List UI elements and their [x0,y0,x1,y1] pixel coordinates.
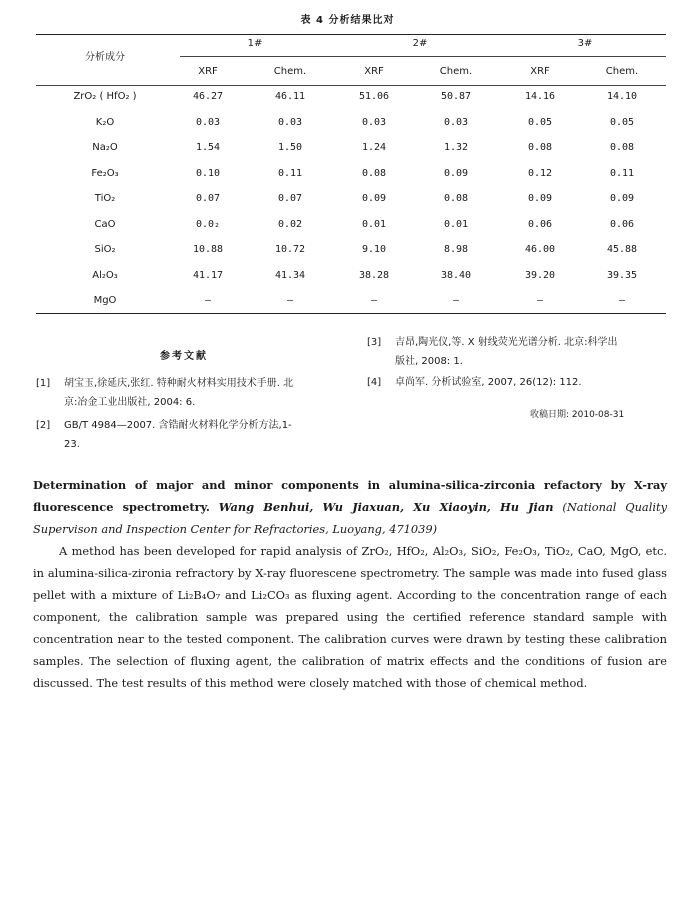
column-header: XRF [364,66,384,77]
table-cell: 0.01 [361,219,387,230]
table-cell: 10.88 [192,244,224,255]
table-cell: 45.88 [606,244,638,255]
received-date: 收稿日期: 2010-08-31 [530,410,625,420]
row-component-label: Al₂O₃ [92,270,118,281]
table-group-rule [180,56,666,57]
reference-number: [3] [367,337,382,348]
table-cell: 39.20 [524,270,556,281]
table-cell: 0.11 [609,168,635,179]
column-header: XRF [530,66,550,77]
reference-number: [4] [367,377,382,388]
abstract-affiliation: (National Quality Supervison and Inspection Center for Refractories, Luoyang, 471039) [33,500,668,536]
table-cell: 1.50 [277,142,303,153]
abstract-body: A method has been developed for rapid analysis of ZrO₂, HfO₂, Al₂O₃, SiO₂, Fe₂O₃, TiO₂, CaO, MgO, etc. in alumina-silica-zironia refractory by X-ray fluorescene spectrometry. The sample was made into fused glass pellet with a mixture of Li₂B₄O₇ and Li₂CO₃ as fluxing agent. According to the concentration range of each component, the calibration sample was prepared using the certified reference standard sample with concentration near to the tested component. The calibration curves were drawn by testing these calibration samples. The selection of fluxing agent, the calibration of matrix effects and the conditions of fusion are discussed. The test results of this method were closely matched with those of chemical method. [33,544,667,690]
reference-3 [367,333,667,373]
row-component-label: Fe₂O₃ [91,168,119,179]
table-cell: 0.08 [443,193,469,204]
table-cell: — [370,295,378,306]
table-cell: 0.06 [609,219,635,230]
table-cell: 46.00 [524,244,556,255]
table-cell: 0.05 [609,117,635,128]
english-abstract [33,474,667,694]
table-cell: 1.54 [195,142,221,153]
references-title: 参考文献 [160,351,208,362]
table-cell: 0.0₂ [195,219,221,230]
row-component-label: TiO₂ [94,193,116,204]
table-cell: 1.24 [361,142,387,153]
table-cell: — [452,295,460,306]
table-bottom-rule [36,313,666,314]
row-component-label: SiO₂ [94,244,116,255]
table-cell: 0.03 [361,117,387,128]
row-component-label: CaO [94,219,116,230]
table-cell: 51.06 [358,91,390,102]
table-cell: 0.08 [527,142,553,153]
table-cell: 41.34 [274,270,306,281]
table-cell: 50.87 [440,91,472,102]
table-cell: — [204,295,212,306]
table-cell: 0.06 [527,219,553,230]
reference-1 [36,374,336,414]
group-header-2: 2# [412,38,428,49]
column-header: Chem. [605,66,639,77]
table-header-rule [36,85,666,86]
column-header: Chem. [439,66,473,77]
table-top-rule [36,34,666,35]
reference-line: 卓尚军. 分析试验室, 2007, 26(12): 112. [395,377,582,388]
row-header-label: 分析成分 [85,52,125,63]
table-cell: 8.98 [443,244,469,255]
reference-line: 23. [64,439,80,450]
group-header-3: 3# [577,38,593,49]
table-cell: 0.08 [361,168,387,179]
reference-line: 胡宝玉,徐延庆,张红. 特种耐火材料实用技术手册. 北 [64,378,294,389]
table-cell: 0.09 [609,193,635,204]
table-cell: 0.05 [527,117,553,128]
table-cell: 0.01 [443,219,469,230]
abstract-authors: Wang Benhui, Wu Jiaxuan, Xu Xiaoyin, Hu Jian [218,500,554,514]
row-component-label: K₂O [95,117,115,128]
reference-4 [367,373,667,393]
table-cell: 41.17 [192,270,224,281]
reference-line: 吉昂,陶光仪,等. X 射线荧光光谱分析. 北京:科学出 [395,337,618,348]
reference-number: [1] [36,378,51,389]
table-cell: 0.09 [527,193,553,204]
abstract-title: Determination of major and minor components in alumina-silica-zirconia refactory by X-ray fluorescence spectrometry. [33,478,667,514]
reference-line: 京:冶金工业出版社, 2004: 6. [64,397,196,408]
table-cell: 0.03 [195,117,221,128]
table-cell: 0.07 [195,193,221,204]
table-cell: 0.02 [277,219,303,230]
reference-line: 版社, 2008: 1. [395,356,463,367]
table-cell: 46.27 [192,91,224,102]
table-cell: 14.10 [606,91,638,102]
table-cell: — [618,295,626,306]
reference-2 [36,416,336,456]
column-header: XRF [198,66,218,77]
table-cell: 10.72 [274,244,306,255]
table-cell: 0.03 [443,117,469,128]
table-title: 表 4 分析结果比对 [300,15,395,26]
table-cell: 0.08 [609,142,635,153]
table-cell: — [536,295,544,306]
row-component-label: Na₂O [92,142,118,153]
table-cell: 9.10 [361,244,387,255]
table-cell: 0.07 [277,193,303,204]
reference-number: [2] [36,420,51,431]
table-cell: 0.09 [361,193,387,204]
table-cell: 0.09 [443,168,469,179]
row-component-label: ZrO₂ ( HfO₂ ) [73,91,137,102]
table-cell: 0.10 [195,168,221,179]
table-cell: 14.16 [524,91,556,102]
table-cell: 39.35 [606,270,638,281]
table-cell: 0.12 [527,168,553,179]
table-cell: 1.32 [443,142,469,153]
table-cell: — [286,295,294,306]
table-cell: 0.03 [277,117,303,128]
group-header-1: 1# [247,38,263,49]
table-cell: 46.11 [274,91,306,102]
table-cell: 38.40 [440,270,472,281]
column-header: Chem. [273,66,307,77]
table-cell: 38.28 [358,270,390,281]
table-cell: 0.11 [277,168,303,179]
row-component-label: MgO [93,295,117,306]
reference-line: GB/T 4984—2007. 含锆耐火材料化学分析方法,1- [64,420,292,431]
